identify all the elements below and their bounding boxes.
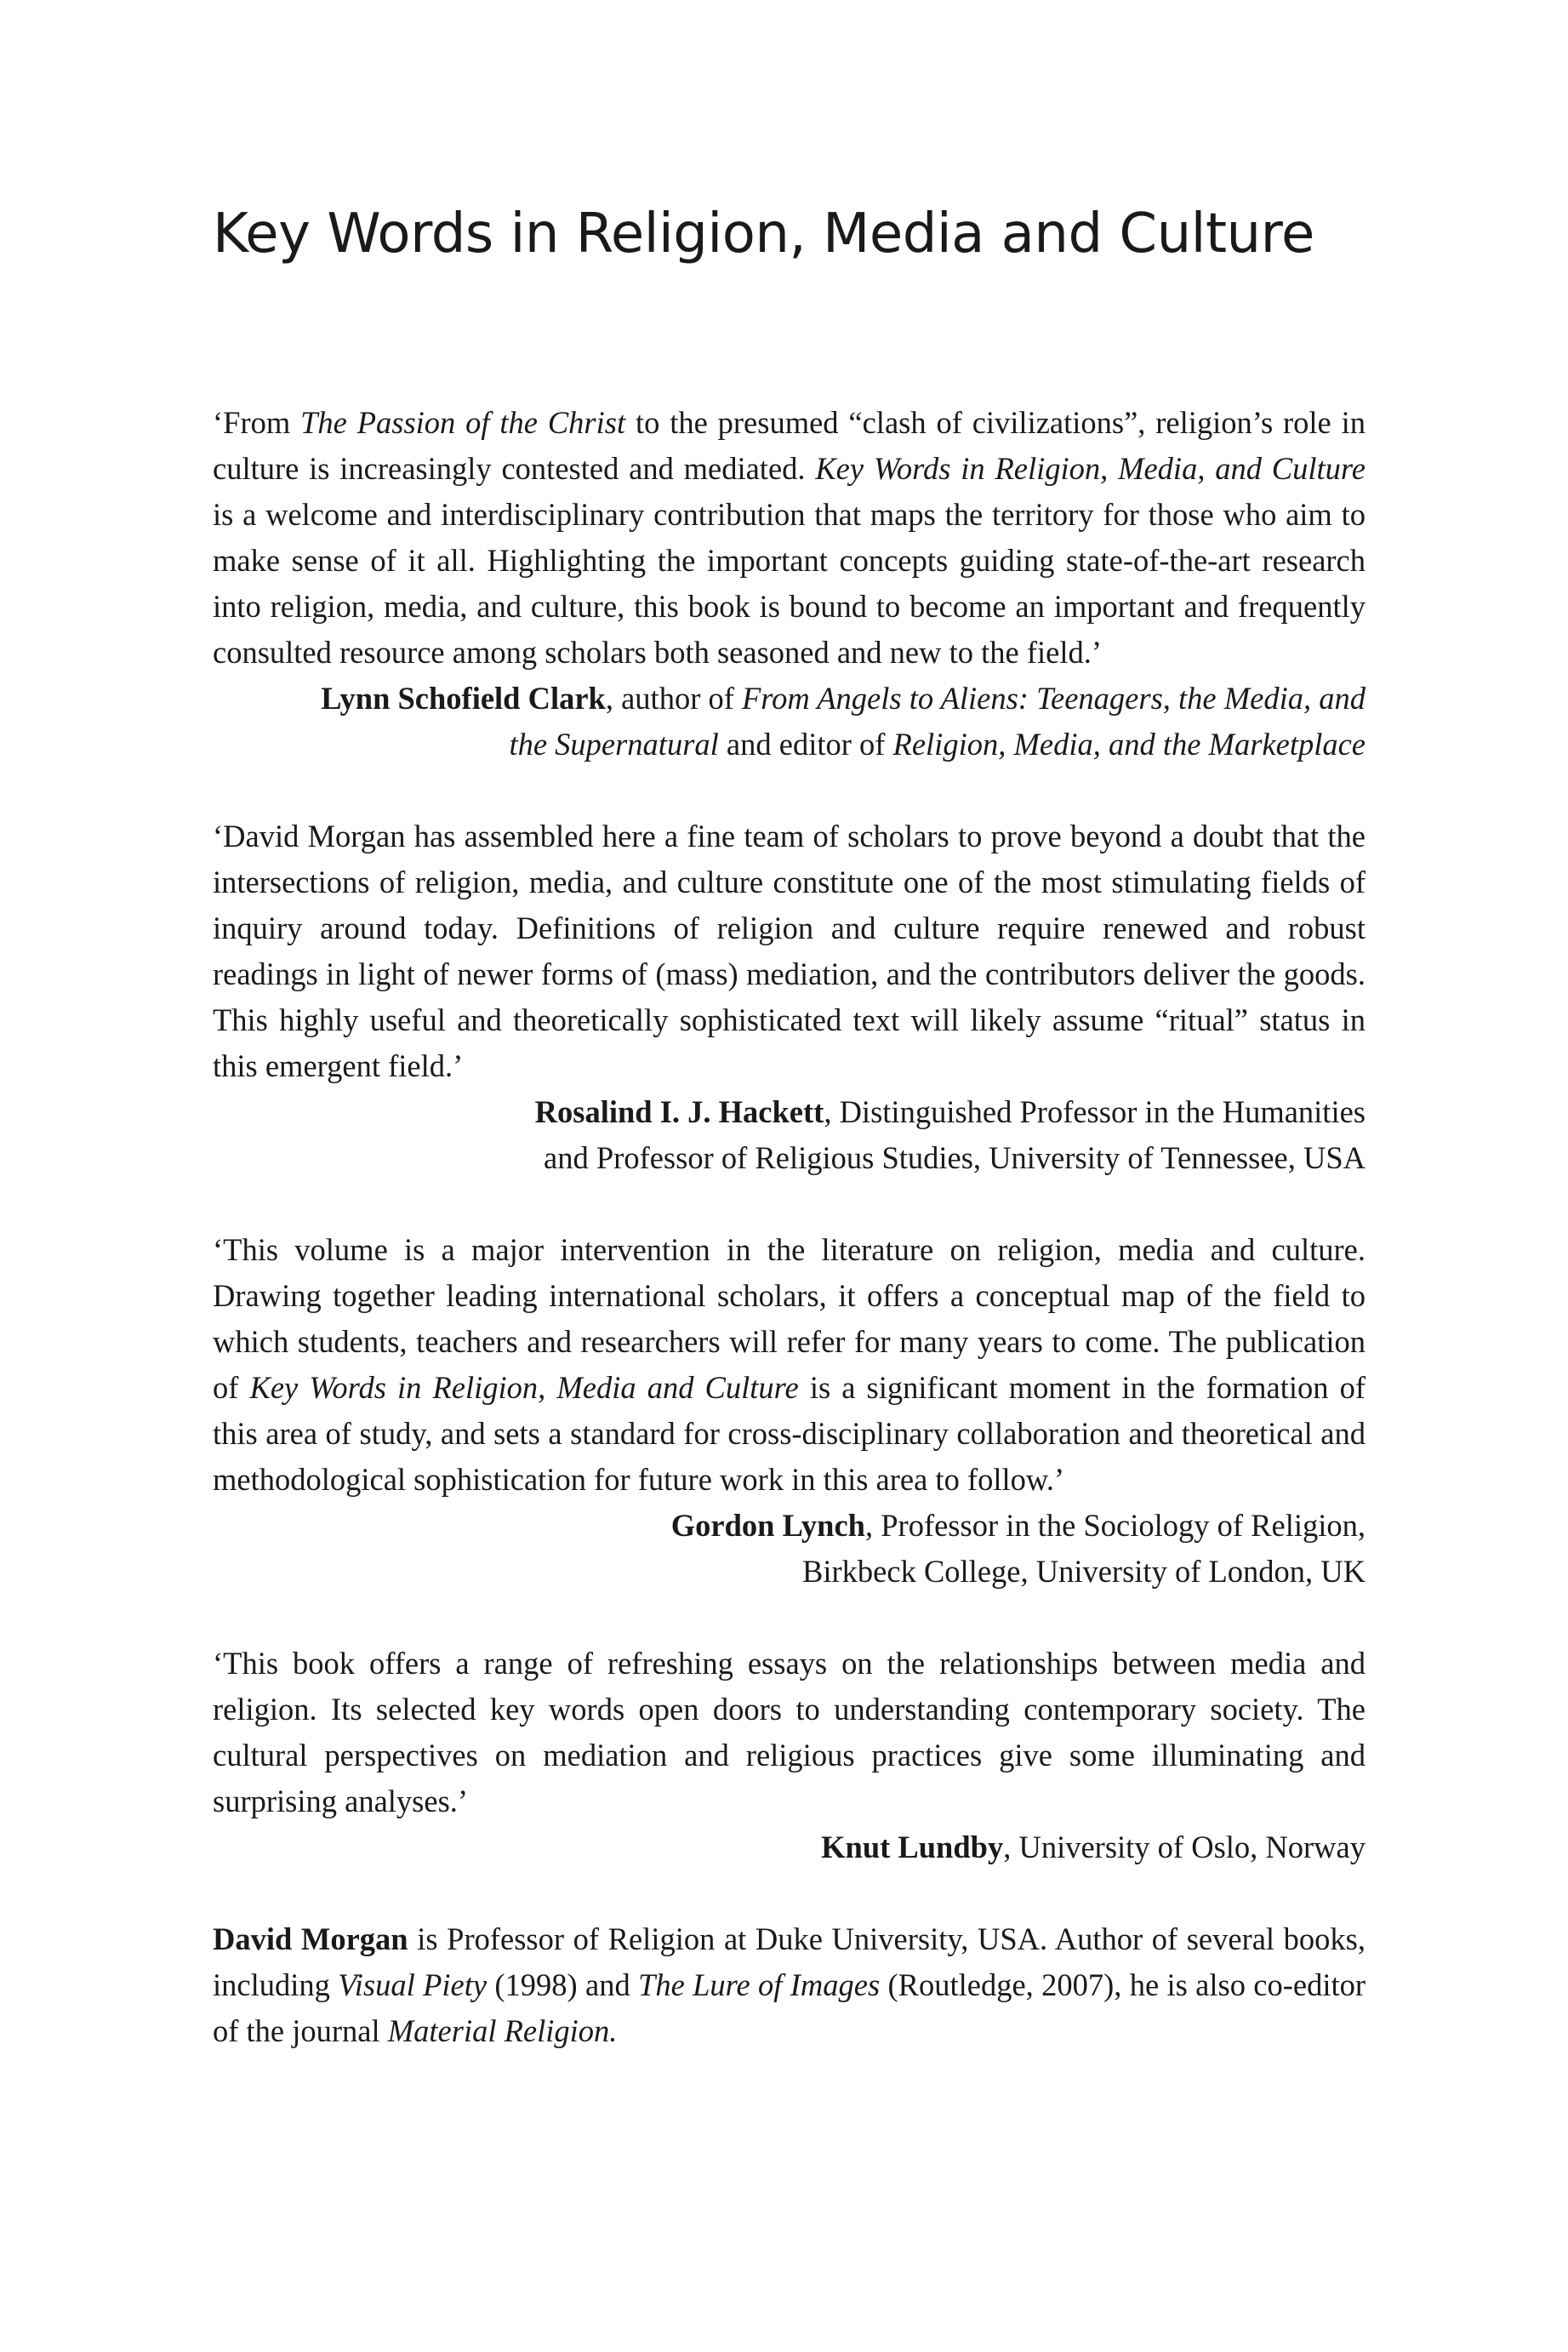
endorsement-attribution-line	[213, 1549, 1366, 1595]
endorsement-4	[213, 1641, 1366, 1870]
italic-text: the Supernatural	[509, 727, 719, 762]
spacer	[213, 768, 1366, 813]
italic-text: The Passion of the Christ	[300, 405, 626, 440]
text-run: ‘This volume is a major intervention in the literature on religion, media and culture. Drawing together leading international scholars, it offers a conceptual map of the field to which students, teachers and researchers will refer for many years to come. The publication of	[213, 1232, 1366, 1405]
endorsement-attribution-line	[213, 722, 1366, 768]
endorsement-quote	[213, 813, 1366, 1089]
text-run: ‘From	[213, 405, 301, 440]
text-run: is Professor of Religion at Duke University, USA. Author of several books, including	[213, 1921, 1366, 2002]
bold-name: Lynn Schofield Clark	[321, 681, 606, 716]
page-body	[213, 400, 1366, 2054]
bold-name: David Morgan	[213, 1921, 408, 1956]
text-run: , Distinguished Professor in the Humanities	[824, 1094, 1366, 1129]
italic-text: Visual Piety	[338, 1967, 488, 2002]
bold-name: Rosalind I. J. Hackett	[534, 1094, 824, 1129]
text-run: , author of	[605, 681, 743, 716]
endorsement-attribution-line	[213, 1824, 1366, 1870]
endorsement-attribution-line	[213, 1089, 1366, 1135]
text-run: and Professor of Religious Studies, University of Tennessee, USA	[544, 1140, 1366, 1175]
text-run: (Routledge, 2007), he is also co-editor of the journal	[213, 1967, 1366, 2048]
text-run: is a significant moment in the formation of this area of study, and sets a standard for cross-disciplinary collaboration and theoretical and methodological sophistication for future work in this area to follow.’	[213, 1370, 1366, 1497]
endorsement-2	[213, 813, 1366, 1181]
text-run: , Professor in the Sociology of Religion,	[864, 1508, 1366, 1543]
endorsement-quote	[213, 1227, 1366, 1503]
endorsement-1	[213, 400, 1366, 768]
spacer	[213, 1595, 1366, 1641]
endorsement-attribution-line	[213, 1135, 1366, 1181]
spacer	[213, 1181, 1366, 1227]
text-run: and editor of	[718, 727, 893, 762]
endorsement-attribution-line	[213, 1503, 1366, 1549]
italic-text: Key Words in Religion, Media, and Culture	[815, 451, 1366, 486]
endorsement-attribution-line	[213, 676, 1366, 722]
text-run: to the presumed “clash of civilizations”, religion’s role in culture is increasingly contested and mediated.	[213, 405, 1366, 486]
endorsement-3	[213, 1227, 1366, 1595]
italic-text: Key Words in Religion, Media and Culture	[249, 1370, 799, 1405]
bold-name: Gordon Lynch	[670, 1508, 865, 1543]
author-bio	[213, 1916, 1366, 2054]
text-run: , University of Oslo, Norway	[1003, 1830, 1366, 1864]
text-run: ‘This book offers a range of refreshing essays on the relationships between media and religion. Its selected key words open doors to understanding contemporary society. The cultural perspectives on mediation and religious practices give some illuminating and surprising analyses.’	[213, 1646, 1366, 1818]
spacer	[213, 1870, 1366, 1916]
italic-text: The Lure of Images	[638, 1967, 881, 2002]
endorsement-quote	[213, 400, 1366, 676]
page-title: Key Words in Religion, Media and Culture	[213, 203, 1314, 265]
endorsement-quote	[213, 1641, 1366, 1824]
italic-text: Material Religion.	[387, 2013, 618, 2048]
text-run: (1998) and	[487, 1967, 639, 2002]
text-run: is a welcome and interdisciplinary contribution that maps the territory for those who aim to make sense of it all. Highlighting the important concepts guiding state-of-the-art research into religion, media, and culture, this book is bound to become an important and frequently consulted resource among scholars both seasoned and new to the field.’	[213, 497, 1366, 670]
bold-name: Knut Lundby	[821, 1830, 1004, 1864]
italic-text: Religion, Media, and the Marketplace	[892, 727, 1366, 762]
text-run: ‘David Morgan has assembled here a fine team of scholars to prove beyond a doubt that the intersections of religion, media, and culture constitute one of the most stimulating fields of inquiry around today. Definitions of religion and culture require renewed and robust readings in light of newer forms of (mass) mediation, and the contributors deliver the goods. This highly useful and theoretically sophisticated text will likely assume “ritual” status in this emergent field.’	[213, 819, 1366, 1083]
text-run: Birkbeck College, University of London, UK	[802, 1554, 1366, 1589]
italic-text: From Angels to Aliens: Teenagers, the Media, and	[742, 681, 1366, 716]
